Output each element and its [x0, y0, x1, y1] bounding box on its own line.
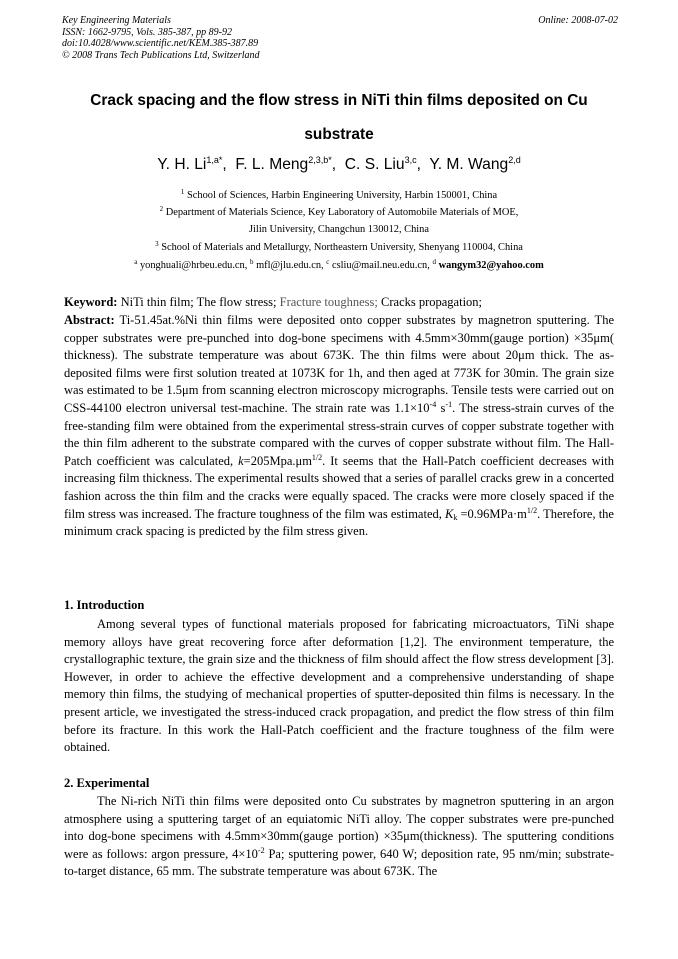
affiliation-1: [40, 190, 638, 201]
exponent: 1/2: [311, 452, 323, 462]
author-affil-mark: 2,d: [508, 155, 521, 165]
experimental-paragraph: The Ni-rich NiTi thin films were deposited onto Cu substrates by magnetron sputtering in an argon atmosphere using a sputtering target of an equiatomic NiTi alloy. The copper substrates were pre-punched into dog-bone specimens with 4.5mm×30mm(gauge portion) ×35μm(thickness). The sputtering conditions were as follows: argon pressure, 4×10: [64, 794, 614, 861]
exponent: 1/2: [526, 505, 538, 515]
affil-text: School of Sciences, Harbin Engineering University, Harbin 150001, China: [186, 190, 498, 201]
author-list: Y. H. $Li^{1,a*}$, F. L. Meng$^{2,3,b*}$, C. S. Liu$^{3,c}$, Y. M. Wang$^{2,d}$: [157, 155, 521, 173]
subscript: k: [453, 512, 458, 522]
abstract-text: . It seems that the Hall-Patch coefficient decreases with increasing film thickness. The experimental results showed that a series of parallel cracks grew in a concerted fashion across the thin film and the cracks were equally spaced. The cracks were more closely spaced if the film stress was increased. The fracture toughness of the film was estimated,: [64, 453, 614, 521]
doi-line: doi:10.4028/www.scientific.net/KEM.385-387.89: [62, 38, 259, 50]
introduction-text: Among several types of functional materials proposed for fabricating microactuators, TiNi shape memory alloys have great recovering force after deformation [1,2]. The environment temperature, the crystallographic texture, the grain size and the thickness of film should affect the flow stress development [3]. However, in order to achieve the effective development and a comprehensive understanding of shape memory thin films, the studying of mechanical properties of sputter-deposited thin films is necessary. In the present article, we investigated the stress-induced crack propagation, and predict the flow stress of thin film before its fracture. In this work the Hall-Patch coefficient and the fracture toughness of the film were obtained.: [64, 617, 614, 755]
copyright-line: © 2008 Trans Tech Publications Ltd, Switzerland: [62, 49, 260, 61]
abstract: [64, 312, 614, 541]
experimental-text: [64, 793, 614, 881]
affiliation-2: [40, 207, 638, 218]
abstract-text: Ti-51.45at.%Ni thin films were deposited onto copper substrates by magnetron sputtering. The copper substrates were pre-punched into dog-bone specimens with 4.5mm×30mm(gauge portion) ×35μm( thickness). The substrate temperature was about 673K. The thin films were about 20μm thick. The as-deposited films were first solution treated at 1073K for 1h, and then aged at 773K for 30min. The grain size was estimated to be 1.5μm from scanning electron microscopy micrographs. Tensile tests were carried out on CSS-44100 electron universal test-machine. The strain rate was 1.1×10: [64, 313, 614, 415]
experimental-paragraph: Pa; sputtering power, 640 W; deposition rate, 95 nm/min; substrate-to-target distance, 65 mm. The substrate temperature was about 673K. The: [64, 846, 615, 879]
journal-name: Key Engineering Materials: [62, 15, 171, 26]
abstract-text: =0.96MPa·m: [457, 506, 527, 521]
abstract-text: . The stress-strain curves of the free-standing film were obtained from the experimental stress-strain curves of copper substrate together with the thin film adherent to the substrate compared with the curves of copper substrate without film. The Hall-Patch coefficient was calculated,: [64, 400, 614, 468]
section-heading-introduction: 1. Introduction: [64, 598, 145, 612]
author-affil-mark: 3,c: [404, 155, 417, 165]
affil-number: 3: [155, 240, 159, 248]
symbol: K: [445, 506, 454, 521]
email-link[interactable]: wangym32@yahoo.com: [438, 260, 544, 271]
abstract-text: . Therefore, the minimum crack spacing is predicted by the film stress given.: [64, 506, 614, 539]
abstract-label: Abstract:: [64, 313, 115, 327]
exponent: -4: [429, 399, 437, 409]
email-mark: c: [326, 258, 330, 266]
author-name: Y. M. Wang: [429, 156, 509, 173]
author-name: F. L. Meng: [235, 156, 309, 173]
keywords-line: [64, 294, 614, 312]
paper-title-line-1: Crack spacing and the flow stress in NiTi thin films deposited on Cu: [90, 92, 588, 109]
online-date: Online: 2008-07-02: [538, 15, 618, 26]
exponent: -1: [445, 399, 453, 409]
exponent: -2: [257, 845, 265, 855]
affiliation-3: [40, 242, 638, 253]
keyword: Fracture toughness;: [279, 295, 378, 309]
section-heading-experimental: 2. Experimental: [64, 776, 150, 790]
affiliation-2-cont: Jilin University, Changchun 130012, China: [249, 224, 429, 235]
paper-title-line-2: substrate: [304, 126, 374, 143]
email-link[interactable]: mfl@jlu.edu.cn,: [256, 260, 324, 271]
affil-number: 1: [180, 188, 185, 196]
abstract-text: =205Mpa.μm: [243, 453, 312, 468]
keywords-label: Keyword:: [64, 295, 118, 309]
email-link[interactable]: csliu@mail.neu.edu.cn,: [331, 260, 430, 271]
keyword: NiTi thin film; The flow stress;: [120, 295, 277, 309]
affil-text: Department of Materials Science, Key Laboratory of Automobile Materials of MOE,: [165, 207, 519, 218]
author-emails: [40, 260, 638, 271]
affil-number: 2: [159, 205, 164, 213]
journal-header: [62, 15, 618, 61]
author-affil-mark: 2,3,b*: [308, 155, 332, 165]
author-name: Y. H. Li: [157, 156, 207, 173]
author-affil-mark: 1,a*: [206, 155, 223, 165]
affil-text: School of Materials and Metallurgy, Northeastern University, Shenyang 110004, China: [161, 242, 523, 253]
symbol: k: [238, 453, 244, 468]
email-mark: a: [134, 258, 138, 266]
email-mark: b: [249, 258, 254, 266]
author-name: C. S. Liu: [344, 156, 405, 173]
abstract-text: s: [436, 400, 446, 415]
email-link[interactable]: yonghuali@hrbeu.edu.cn,: [139, 260, 248, 271]
email-mark: d: [432, 258, 436, 266]
issn-line: ISSN: 1662-9795, Vols. 385-387, pp 89-92: [62, 26, 232, 38]
keyword: Cracks propagation;: [381, 295, 483, 309]
